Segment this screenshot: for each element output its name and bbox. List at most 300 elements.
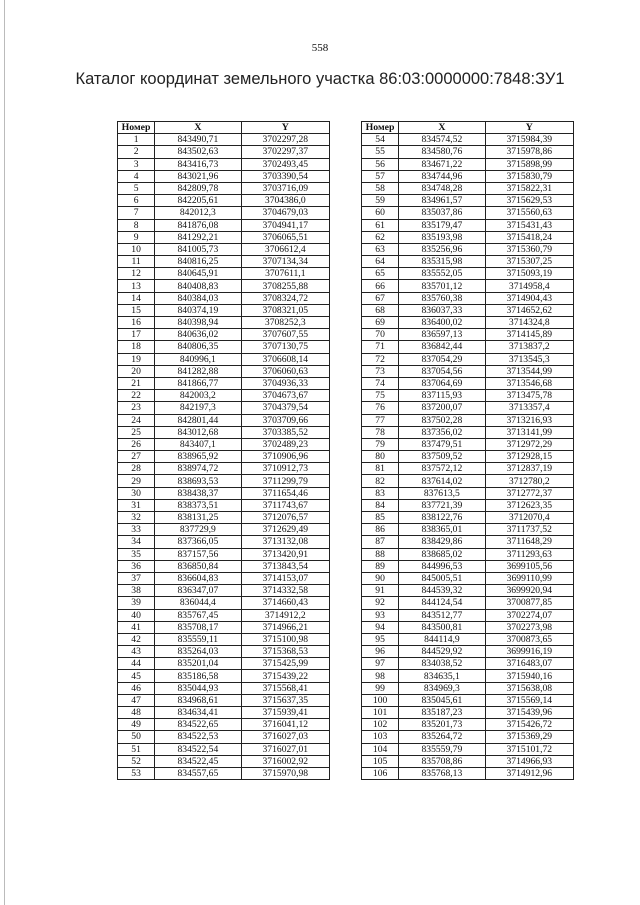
x-coordinate: 836842,44 <box>399 341 485 353</box>
y-coordinate: 3713420,91 <box>241 548 329 560</box>
x-coordinate: 844114,9 <box>399 633 485 645</box>
point-number: 84 <box>362 499 399 511</box>
x-coordinate: 834634,41 <box>155 707 241 719</box>
x-coordinate: 843407,1 <box>155 438 241 450</box>
x-coordinate: 842197,3 <box>155 402 241 414</box>
point-number: 16 <box>118 317 155 329</box>
table-row <box>362 377 574 389</box>
table-row <box>362 402 574 414</box>
point-number: 73 <box>362 365 399 377</box>
y-coordinate: 3702493,45 <box>241 158 329 170</box>
table-row <box>362 182 574 194</box>
table-row <box>118 512 330 524</box>
table-row <box>118 170 330 182</box>
x-coordinate: 841282,88 <box>155 365 241 377</box>
point-number: 50 <box>118 731 155 743</box>
point-number: 49 <box>118 719 155 731</box>
x-coordinate: 834748,28 <box>399 182 485 194</box>
point-number: 90 <box>362 572 399 584</box>
x-coordinate: 834961,57 <box>399 195 485 207</box>
point-number: 11 <box>118 256 155 268</box>
point-number: 70 <box>362 329 399 341</box>
y-coordinate: 3715638,08 <box>485 682 573 694</box>
y-coordinate: 3715100,98 <box>241 633 329 645</box>
point-number: 100 <box>362 694 399 706</box>
table-row <box>118 499 330 511</box>
table-row <box>362 219 574 231</box>
table-row <box>118 292 330 304</box>
y-coordinate: 3716483,07 <box>485 658 573 670</box>
x-coordinate: 834635,1 <box>399 670 485 682</box>
point-number: 44 <box>118 658 155 670</box>
point-number: 95 <box>362 633 399 645</box>
point-number: 62 <box>362 231 399 243</box>
x-coordinate: 834038,52 <box>399 658 485 670</box>
point-number: 28 <box>118 463 155 475</box>
x-coordinate: 836044,4 <box>155 597 241 609</box>
x-coordinate: 840384,03 <box>155 292 241 304</box>
y-coordinate: 3711293,63 <box>485 548 573 560</box>
table-row <box>362 207 574 219</box>
table-row <box>362 463 574 475</box>
y-coordinate: 3707611,1 <box>241 268 329 280</box>
y-coordinate: 3715426,72 <box>485 719 573 731</box>
x-coordinate: 837356,02 <box>399 426 485 438</box>
table-row <box>362 414 574 426</box>
table-row <box>118 487 330 499</box>
y-coordinate: 3699916,19 <box>485 646 573 658</box>
x-coordinate: 835264,72 <box>399 731 485 743</box>
x-coordinate: 835045,61 <box>399 694 485 706</box>
y-coordinate: 3706612,4 <box>241 243 329 255</box>
x-coordinate: 844996,53 <box>399 560 485 572</box>
x-coordinate: 838122,76 <box>399 512 485 524</box>
point-number: 12 <box>118 268 155 280</box>
point-number: 14 <box>118 292 155 304</box>
x-coordinate: 840806,35 <box>155 341 241 353</box>
point-number: 10 <box>118 243 155 255</box>
table-row <box>362 548 574 560</box>
point-number: 39 <box>118 597 155 609</box>
y-coordinate: 3712780,2 <box>485 475 573 487</box>
table-row <box>118 585 330 597</box>
x-coordinate: 840636,02 <box>155 329 241 341</box>
x-coordinate: 837502,28 <box>399 414 485 426</box>
table-row <box>118 621 330 633</box>
x-coordinate: 836037,33 <box>399 304 485 316</box>
x-coordinate: 840374,19 <box>155 304 241 316</box>
y-coordinate: 3715425,99 <box>241 658 329 670</box>
x-coordinate: 837054,29 <box>399 353 485 365</box>
x-coordinate: 838438,37 <box>155 487 241 499</box>
table-row <box>118 134 330 146</box>
x-coordinate: 843502,63 <box>155 146 241 158</box>
table-row <box>362 707 574 719</box>
x-coordinate: 842801,44 <box>155 414 241 426</box>
table-row <box>362 621 574 633</box>
x-coordinate: 836850,84 <box>155 560 241 572</box>
point-number: 24 <box>118 414 155 426</box>
point-number: 55 <box>362 146 399 158</box>
table-row <box>118 329 330 341</box>
y-coordinate: 3711648,29 <box>485 536 573 548</box>
point-number: 102 <box>362 719 399 731</box>
x-coordinate: 836347,07 <box>155 585 241 597</box>
y-coordinate: 3702274,07 <box>485 609 573 621</box>
y-coordinate: 3702489,23 <box>241 438 329 450</box>
point-number: 66 <box>362 280 399 292</box>
table-row <box>118 219 330 231</box>
y-coordinate: 3708252,3 <box>241 317 329 329</box>
point-number: 33 <box>118 524 155 536</box>
x-coordinate: 835187,23 <box>399 707 485 719</box>
table-row <box>362 597 574 609</box>
point-number: 59 <box>362 195 399 207</box>
x-coordinate: 835552,05 <box>399 268 485 280</box>
y-coordinate: 3714966,93 <box>485 755 573 767</box>
x-coordinate: 837157,56 <box>155 548 241 560</box>
y-coordinate: 3715439,22 <box>241 670 329 682</box>
table-row <box>362 341 574 353</box>
point-number: 80 <box>362 451 399 463</box>
x-coordinate: 834574,52 <box>399 134 485 146</box>
point-number: 40 <box>118 609 155 621</box>
point-number: 56 <box>362 158 399 170</box>
x-coordinate: 840398,94 <box>155 317 241 329</box>
y-coordinate: 3711299,79 <box>241 475 329 487</box>
y-coordinate: 3704679,03 <box>241 207 329 219</box>
point-number: 38 <box>118 585 155 597</box>
y-coordinate: 3711654,46 <box>241 487 329 499</box>
x-coordinate: 834522,53 <box>155 731 241 743</box>
x-coordinate: 841876,08 <box>155 219 241 231</box>
x-coordinate: 842003,2 <box>155 390 241 402</box>
y-coordinate: 3712972,29 <box>485 438 573 450</box>
table-row <box>362 609 574 621</box>
point-number: 42 <box>118 633 155 645</box>
header-number: Номер <box>118 122 155 134</box>
y-coordinate: 3706065,51 <box>241 231 329 243</box>
x-coordinate: 837054,56 <box>399 365 485 377</box>
table-row <box>362 512 574 524</box>
point-number: 75 <box>362 390 399 402</box>
point-number: 4 <box>118 170 155 182</box>
table-row <box>118 268 330 280</box>
table-row <box>118 475 330 487</box>
table-row <box>118 341 330 353</box>
point-number: 20 <box>118 365 155 377</box>
table-row <box>362 158 574 170</box>
point-number: 87 <box>362 536 399 548</box>
x-coordinate: 842809,78 <box>155 182 241 194</box>
table-row <box>118 304 330 316</box>
point-number: 96 <box>362 646 399 658</box>
point-number: 19 <box>118 353 155 365</box>
x-coordinate: 841292,21 <box>155 231 241 243</box>
x-coordinate: 838429,86 <box>399 536 485 548</box>
table-row <box>118 280 330 292</box>
table-row <box>118 755 330 767</box>
x-coordinate: 843490,71 <box>155 134 241 146</box>
point-number: 37 <box>118 572 155 584</box>
point-number: 36 <box>118 560 155 572</box>
y-coordinate: 3714324,8 <box>485 317 573 329</box>
y-coordinate: 3714652,62 <box>485 304 573 316</box>
table-row <box>362 146 574 158</box>
table-row <box>362 304 574 316</box>
x-coordinate: 842205,61 <box>155 195 241 207</box>
table-row <box>362 719 574 731</box>
y-coordinate: 3706060,63 <box>241 365 329 377</box>
table-row <box>362 560 574 572</box>
x-coordinate: 838131,25 <box>155 512 241 524</box>
y-coordinate: 3708321,05 <box>241 304 329 316</box>
y-coordinate: 3715830,79 <box>485 170 573 182</box>
x-coordinate: 837509,52 <box>399 451 485 463</box>
table-row <box>362 572 574 584</box>
point-number: 68 <box>362 304 399 316</box>
x-coordinate: 835201,73 <box>399 719 485 731</box>
table-row <box>118 317 330 329</box>
y-coordinate: 3712837,19 <box>485 463 573 475</box>
x-coordinate: 835201,04 <box>155 658 241 670</box>
y-coordinate: 3704936,33 <box>241 377 329 389</box>
x-coordinate: 834522,45 <box>155 755 241 767</box>
table-row <box>118 633 330 645</box>
point-number: 88 <box>362 548 399 560</box>
x-coordinate: 840408,83 <box>155 280 241 292</box>
table-body-right <box>362 134 574 780</box>
y-coordinate: 3712070,4 <box>485 512 573 524</box>
y-coordinate: 3715418,24 <box>485 231 573 243</box>
y-coordinate: 3712076,57 <box>241 512 329 524</box>
x-coordinate: 837729,9 <box>155 524 241 536</box>
y-coordinate: 3712772,37 <box>485 487 573 499</box>
y-coordinate: 3713357,4 <box>485 402 573 414</box>
coordinate-table-left <box>117 121 330 780</box>
table-row <box>362 317 574 329</box>
x-coordinate: 834969,3 <box>399 682 485 694</box>
x-coordinate: 835264,03 <box>155 646 241 658</box>
x-coordinate: 835256,96 <box>399 243 485 255</box>
point-number: 103 <box>362 731 399 743</box>
point-number: 65 <box>362 268 399 280</box>
y-coordinate: 3712623,35 <box>485 499 573 511</box>
table-row <box>362 256 574 268</box>
y-coordinate: 3703709,66 <box>241 414 329 426</box>
x-coordinate: 834580,76 <box>399 146 485 158</box>
table-row <box>118 365 330 377</box>
x-coordinate: 843012,68 <box>155 426 241 438</box>
point-number: 27 <box>118 451 155 463</box>
y-coordinate: 3713546,68 <box>485 377 573 389</box>
point-number: 34 <box>118 536 155 548</box>
x-coordinate: 836597,13 <box>399 329 485 341</box>
x-coordinate: 841866,77 <box>155 377 241 389</box>
x-coordinate: 835760,38 <box>399 292 485 304</box>
y-coordinate: 3707130,75 <box>241 341 329 353</box>
y-coordinate: 3715093,19 <box>485 268 573 280</box>
point-number: 71 <box>362 341 399 353</box>
table-row <box>362 682 574 694</box>
point-number: 45 <box>118 670 155 682</box>
x-coordinate: 837614,02 <box>399 475 485 487</box>
point-number: 9 <box>118 231 155 243</box>
y-coordinate: 3713132,08 <box>241 536 329 548</box>
x-coordinate: 835768,13 <box>399 767 485 779</box>
table-row <box>362 585 574 597</box>
table-row <box>118 256 330 268</box>
scan-edge-line <box>4 0 5 905</box>
table-body-left <box>118 134 330 780</box>
table-row <box>362 353 574 365</box>
point-number: 76 <box>362 402 399 414</box>
x-coordinate: 834671,22 <box>399 158 485 170</box>
header-y: Y <box>241 122 329 134</box>
y-coordinate: 3714153,07 <box>241 572 329 584</box>
y-coordinate: 3714660,43 <box>241 597 329 609</box>
point-number: 52 <box>118 755 155 767</box>
y-coordinate: 3704386,0 <box>241 195 329 207</box>
point-number: 63 <box>362 243 399 255</box>
y-coordinate: 3703716,09 <box>241 182 329 194</box>
table-row <box>118 402 330 414</box>
table-row <box>362 292 574 304</box>
x-coordinate: 837721,39 <box>399 499 485 511</box>
point-number: 77 <box>362 414 399 426</box>
y-coordinate: 3716027,01 <box>241 743 329 755</box>
y-coordinate: 3713843,54 <box>241 560 329 572</box>
table-row <box>362 426 574 438</box>
y-coordinate: 3715970,98 <box>241 767 329 779</box>
y-coordinate: 3715822,31 <box>485 182 573 194</box>
x-coordinate: 835708,86 <box>399 755 485 767</box>
table-row <box>118 243 330 255</box>
point-number: 58 <box>362 182 399 194</box>
point-number: 98 <box>362 670 399 682</box>
page-title: Каталог координат земельного участка 86:03:0000000:7848:ЗУ1 <box>75 70 565 88</box>
x-coordinate: 835037,86 <box>399 207 485 219</box>
x-coordinate: 835193,98 <box>399 231 485 243</box>
x-coordinate: 838974,72 <box>155 463 241 475</box>
table-row <box>118 451 330 463</box>
y-coordinate: 3715629,53 <box>485 195 573 207</box>
coordinate-table-right <box>361 121 574 780</box>
x-coordinate: 840996,1 <box>155 353 241 365</box>
table-row <box>362 670 574 682</box>
x-coordinate: 844529,92 <box>399 646 485 658</box>
point-number: 13 <box>118 280 155 292</box>
y-coordinate: 3704941,17 <box>241 219 329 231</box>
point-number: 29 <box>118 475 155 487</box>
y-coordinate: 3711737,52 <box>485 524 573 536</box>
x-coordinate: 842012,3 <box>155 207 241 219</box>
point-number: 85 <box>362 512 399 524</box>
x-coordinate: 837115,93 <box>399 390 485 402</box>
point-number: 101 <box>362 707 399 719</box>
table-row <box>362 633 574 645</box>
x-coordinate: 835186,58 <box>155 670 241 682</box>
x-coordinate: 836400,02 <box>399 317 485 329</box>
y-coordinate: 3699920,94 <box>485 585 573 597</box>
table-row <box>118 646 330 658</box>
x-coordinate: 838365,01 <box>399 524 485 536</box>
table-row <box>362 731 574 743</box>
point-number: 79 <box>362 438 399 450</box>
table-row <box>362 499 574 511</box>
point-number: 30 <box>118 487 155 499</box>
y-coordinate: 3713837,2 <box>485 341 573 353</box>
point-number: 5 <box>118 182 155 194</box>
table-row <box>362 658 574 670</box>
point-number: 97 <box>362 658 399 670</box>
y-coordinate: 3715101,72 <box>485 743 573 755</box>
y-coordinate: 3712928,15 <box>485 451 573 463</box>
x-coordinate: 835701,12 <box>399 280 485 292</box>
table-row <box>362 231 574 243</box>
point-number: 8 <box>118 219 155 231</box>
point-number: 105 <box>362 755 399 767</box>
y-coordinate: 3714912,96 <box>485 767 573 779</box>
table-row <box>118 658 330 670</box>
y-coordinate: 3702297,37 <box>241 146 329 158</box>
table-row <box>362 646 574 658</box>
point-number: 78 <box>362 426 399 438</box>
point-number: 7 <box>118 207 155 219</box>
table-row <box>362 243 574 255</box>
point-number: 92 <box>362 597 399 609</box>
point-number: 47 <box>118 694 155 706</box>
table-row <box>362 195 574 207</box>
point-number: 93 <box>362 609 399 621</box>
table-row <box>118 207 330 219</box>
table-row <box>118 426 330 438</box>
y-coordinate: 3713544,99 <box>485 365 573 377</box>
y-coordinate: 3710906,96 <box>241 451 329 463</box>
y-coordinate: 3715368,53 <box>241 646 329 658</box>
point-number: 81 <box>362 463 399 475</box>
y-coordinate: 3711743,67 <box>241 499 329 511</box>
table-row <box>118 670 330 682</box>
y-coordinate: 3714958,4 <box>485 280 573 292</box>
point-number: 74 <box>362 377 399 389</box>
point-number: 99 <box>362 682 399 694</box>
y-coordinate: 3715439,96 <box>485 707 573 719</box>
y-coordinate: 3700877,85 <box>485 597 573 609</box>
table-row <box>118 767 330 779</box>
x-coordinate: 843500,81 <box>399 621 485 633</box>
point-number: 3 <box>118 158 155 170</box>
table-row <box>118 182 330 194</box>
point-number: 22 <box>118 390 155 402</box>
y-coordinate: 3715568,41 <box>241 682 329 694</box>
table-row <box>118 195 330 207</box>
table-row <box>118 463 330 475</box>
y-coordinate: 3716041,12 <box>241 719 329 731</box>
point-number: 43 <box>118 646 155 658</box>
table-row <box>118 158 330 170</box>
point-number: 48 <box>118 707 155 719</box>
x-coordinate: 836604,83 <box>155 572 241 584</box>
point-number: 25 <box>118 426 155 438</box>
point-number: 15 <box>118 304 155 316</box>
x-coordinate: 845005,51 <box>399 572 485 584</box>
table-row <box>118 377 330 389</box>
table-row <box>362 280 574 292</box>
y-coordinate: 3715978,86 <box>485 146 573 158</box>
table-row <box>118 682 330 694</box>
table-header-row <box>118 122 330 134</box>
